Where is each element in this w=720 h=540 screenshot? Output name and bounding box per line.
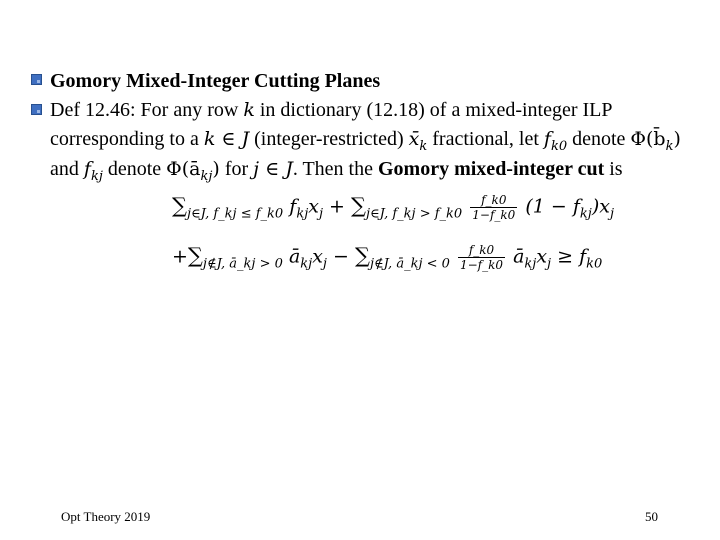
- def-text: and: [50, 158, 84, 180]
- formula-row-2: $+\sum_{j\notin J, ā\_kj > 0}$ $ā_{kj}x_j - \sum_{j\notin J, ā\_kj < 0}$ $\frac{f\_k0}{1-f\_k0}$ $ā_{kj}x_j \ge f_{k0}$: [172, 243, 603, 272]
- sum-subscript: j∈J, f_kj > f_k0: [366, 206, 463, 222]
- var-k: k: [243, 99, 255, 121]
- sum-symbol: ∑: [351, 193, 366, 218]
- def-text: is: [604, 158, 623, 180]
- definition-line-1: [50, 99, 613, 122]
- math-k-in-J: k ∈ J: [203, 128, 250, 150]
- sum-subscript: j∈J, f_kj ≤ f_k0: [187, 206, 284, 222]
- math-phi-bk: $\Phi(b̄_k)$: [630, 128, 681, 154]
- sum-subscript: j∉J, ā_kj > 0: [202, 256, 283, 272]
- def-text: (integer-restricted): [249, 128, 409, 150]
- def-text: Def 12.46: For any row: [50, 99, 244, 121]
- square-bullet-icon: [31, 74, 42, 85]
- sum-symbol: ∑: [187, 243, 203, 268]
- def-text: denote: [102, 158, 167, 180]
- page-number: 50: [645, 509, 658, 524]
- def-text: denote: [567, 128, 631, 150]
- fraction: $\frac{f\_k0}{1-f\_k0}$: [459, 243, 504, 272]
- def-text: fractional, let: [427, 128, 544, 150]
- heading-text: Gomory Mixed-Integer Cutting Planes: [50, 70, 381, 92]
- cut-name: Gomory mixed-integer cut: [378, 158, 605, 180]
- definition-line-2: [50, 128, 681, 154]
- fraction: $\frac{f\_k0}{1-f\_k0}$: [472, 193, 516, 222]
- sum-subscript: j∉J, ā_kj < 0: [369, 256, 450, 272]
- math-phi-akj: $\Phi(ā_{kj})$: [166, 158, 220, 184]
- formula-row-1: $\sum_{j\in J, f\_kj \le f\_k0}$ $f_{kj}x_j + \sum_{j\in J, f\_kj > f\_k0}$ $\frac{f\_k0}{1-f\_k0}$ $(1 - f_{kj})x_j$: [172, 193, 614, 222]
- def-text: . Then the: [292, 158, 378, 180]
- slide-heading: [50, 70, 380, 93]
- square-bullet-icon: [31, 104, 42, 115]
- sum-symbol: ∑: [354, 243, 370, 268]
- math-fkj: $f_{kj}$: [83, 158, 103, 184]
- footer-title: Opt Theory 2019: [61, 509, 151, 524]
- math-j-in-J: j ∈ J: [253, 158, 293, 180]
- math-fk0: $f_{k0}$: [543, 128, 568, 154]
- def-text: in dictionary (12.18) of a mixed-integer ILP: [254, 99, 613, 121]
- def-text: for: [219, 158, 254, 180]
- definition-line-3: [50, 158, 623, 184]
- math-xk: $x̄_k$: [408, 128, 428, 154]
- sum-symbol: ∑: [172, 193, 187, 218]
- def-text: corresponding to a: [50, 128, 204, 150]
